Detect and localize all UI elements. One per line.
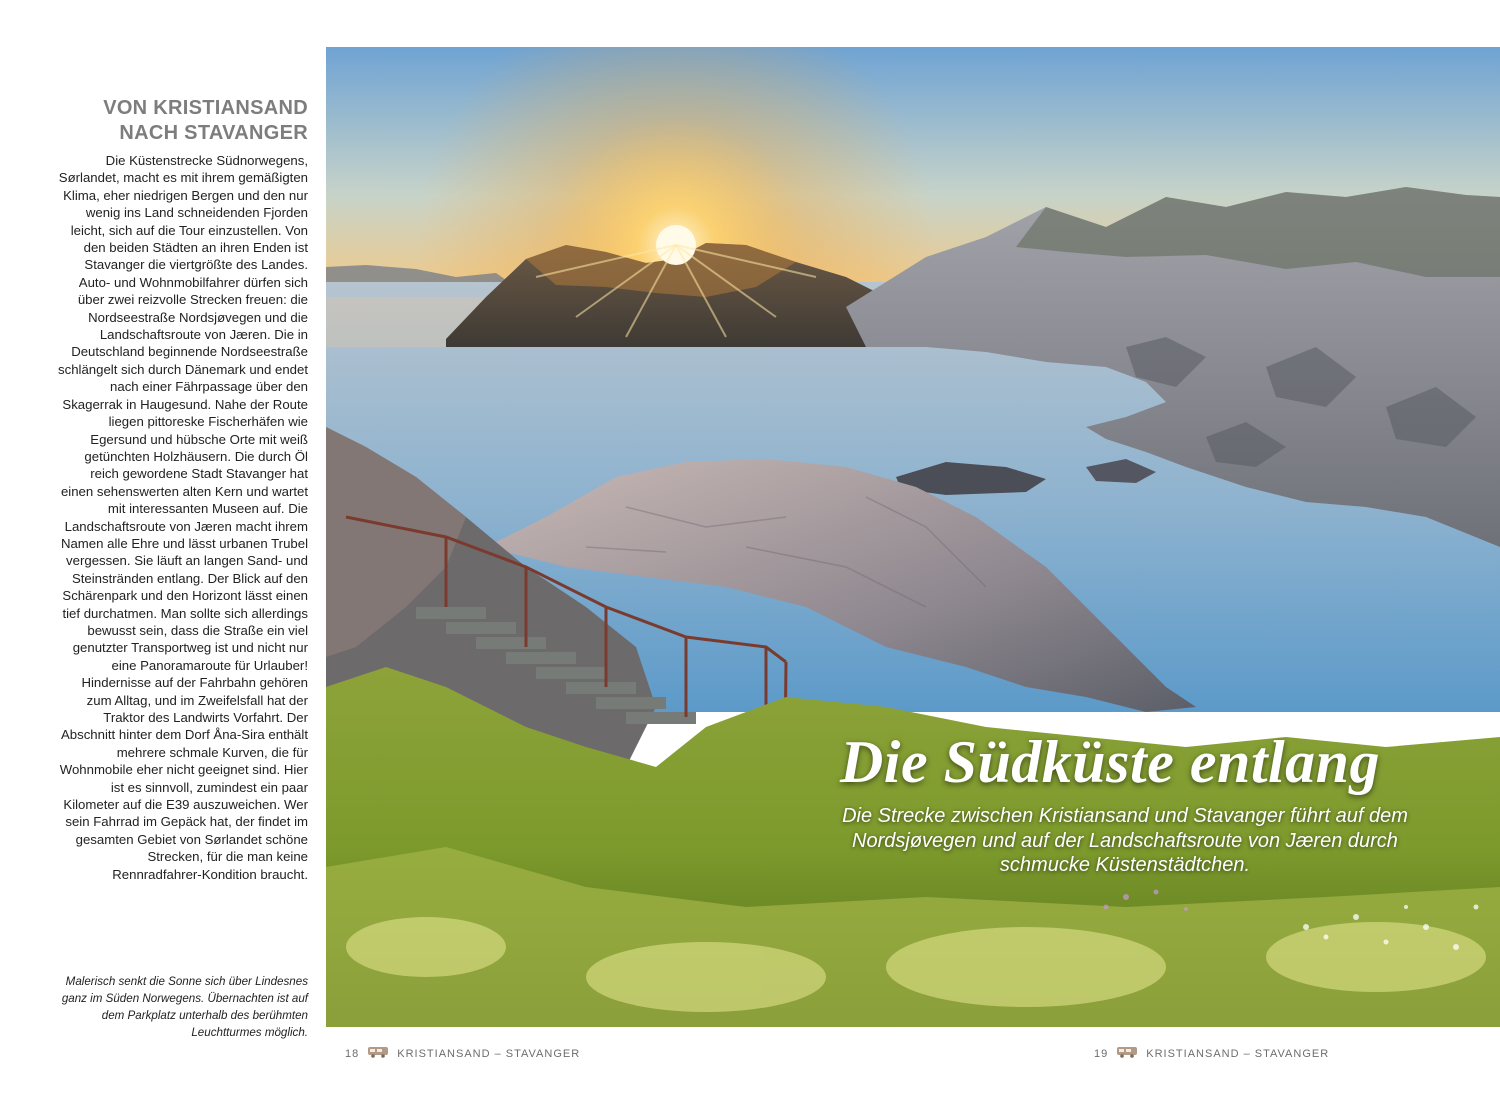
page-number-left: 18 <box>345 1047 360 1060</box>
text-column <box>58 96 308 883</box>
photo-subline: Die Strecke zwischen Kristiansand und Stavanger führt auf dem Nordsjøvegen und auf der Landschaftsroute von Jæren durch schmucke Küstenstädtchen. <box>842 805 1408 876</box>
camper-van-icon <box>1116 1046 1138 1061</box>
page-number-right: 19 <box>1094 1047 1109 1060</box>
route-label-right: KRISTIANSAND – STAVANGER <box>1146 1047 1330 1060</box>
section-title: VON KRISTIANSAND NACH STAVANGER <box>103 97 308 144</box>
footer-left <box>345 1046 580 1061</box>
photo-caption: Malerisch senkt die Sonne sich über Lindesnes ganz im Süden Norwegens. Übernachten ist auf dem Parkplatz unterhalb des berühmten Leuchtturmes möglich. <box>61 974 308 1039</box>
body-text: Die Küstenstrecke Südnorwegens, Sørlandet, macht es mit ihrem gemäßigten Klima, eher niedrigen Bergen und den nur wenig ins Land schneidenden Fjorden leicht, sich auf die Tour einzustellen. Von den beiden Städten an ihren Enden ist Stavanger die viertgrößte des Landes. Auto- und Wohnmobilfahrer dürfen sich über zwei reizvolle Strecken freuen: die Nordseestraße Nordsjøvegen und die Landschaftsroute von Jæren. Die in Deutschland beginnende Nordseestraße schlängelt sich durch Dänemark und endet nach einer Fährpassage über den Skagerrak in Haugesund. Nahe der Route liegen pittoreske Fischerhäfen wie Egersund und hübsche Orte mit weiß getünchten Holzhäusern. Die durch Öl reich gewordene Stadt Stavanger hat einen sehenswerten alten Kern und wartet mit interessanten Museen auf. Die Landschaftsroute von Jæren macht ihrem Namen alle Ehre und lässt urbanen Trubel vergessen. Sie läuft an langen Sand- und Steinstränden entlang. Der Blick auf den Schärenpark und den Horizont lässt einen tief durchatmen. Man sollte sich allerdings bewusst sein, dass die Straße ein viel genutzter Transportweg ist und nicht nur eine Panoramaroute für Urlauber! Hindernisse auf der Fahrbahn gehören zum Alltag, und im Zweifelsfall hat der Traktor des Landwirts Vorfahrt. Der Abschnitt hinter dem Dorf Åna-Sira enthält mehrere schmale Kurven, die für Wohnmobile eher nicht geeignet sind. Hier ist es sinnvoll, zumindest ein paar Kilometer auf die E39 auszuweichen. Wer sein Fahrrad im Gepäck hat, der findet im gesamten Gebiet von Sørlandet schöne Strecken, für die man keine Rennradfahrer-Kondition braucht. <box>58 153 308 882</box>
landscape-photo <box>326 47 1500 1027</box>
route-label-left: KRISTIANSAND – STAVANGER <box>397 1047 581 1060</box>
sunset-coast-illustration <box>326 47 1500 1027</box>
photo-headline: Die Südküste entlang <box>839 729 1381 795</box>
footer-right <box>1094 1046 1329 1061</box>
camper-van-icon <box>367 1046 389 1061</box>
